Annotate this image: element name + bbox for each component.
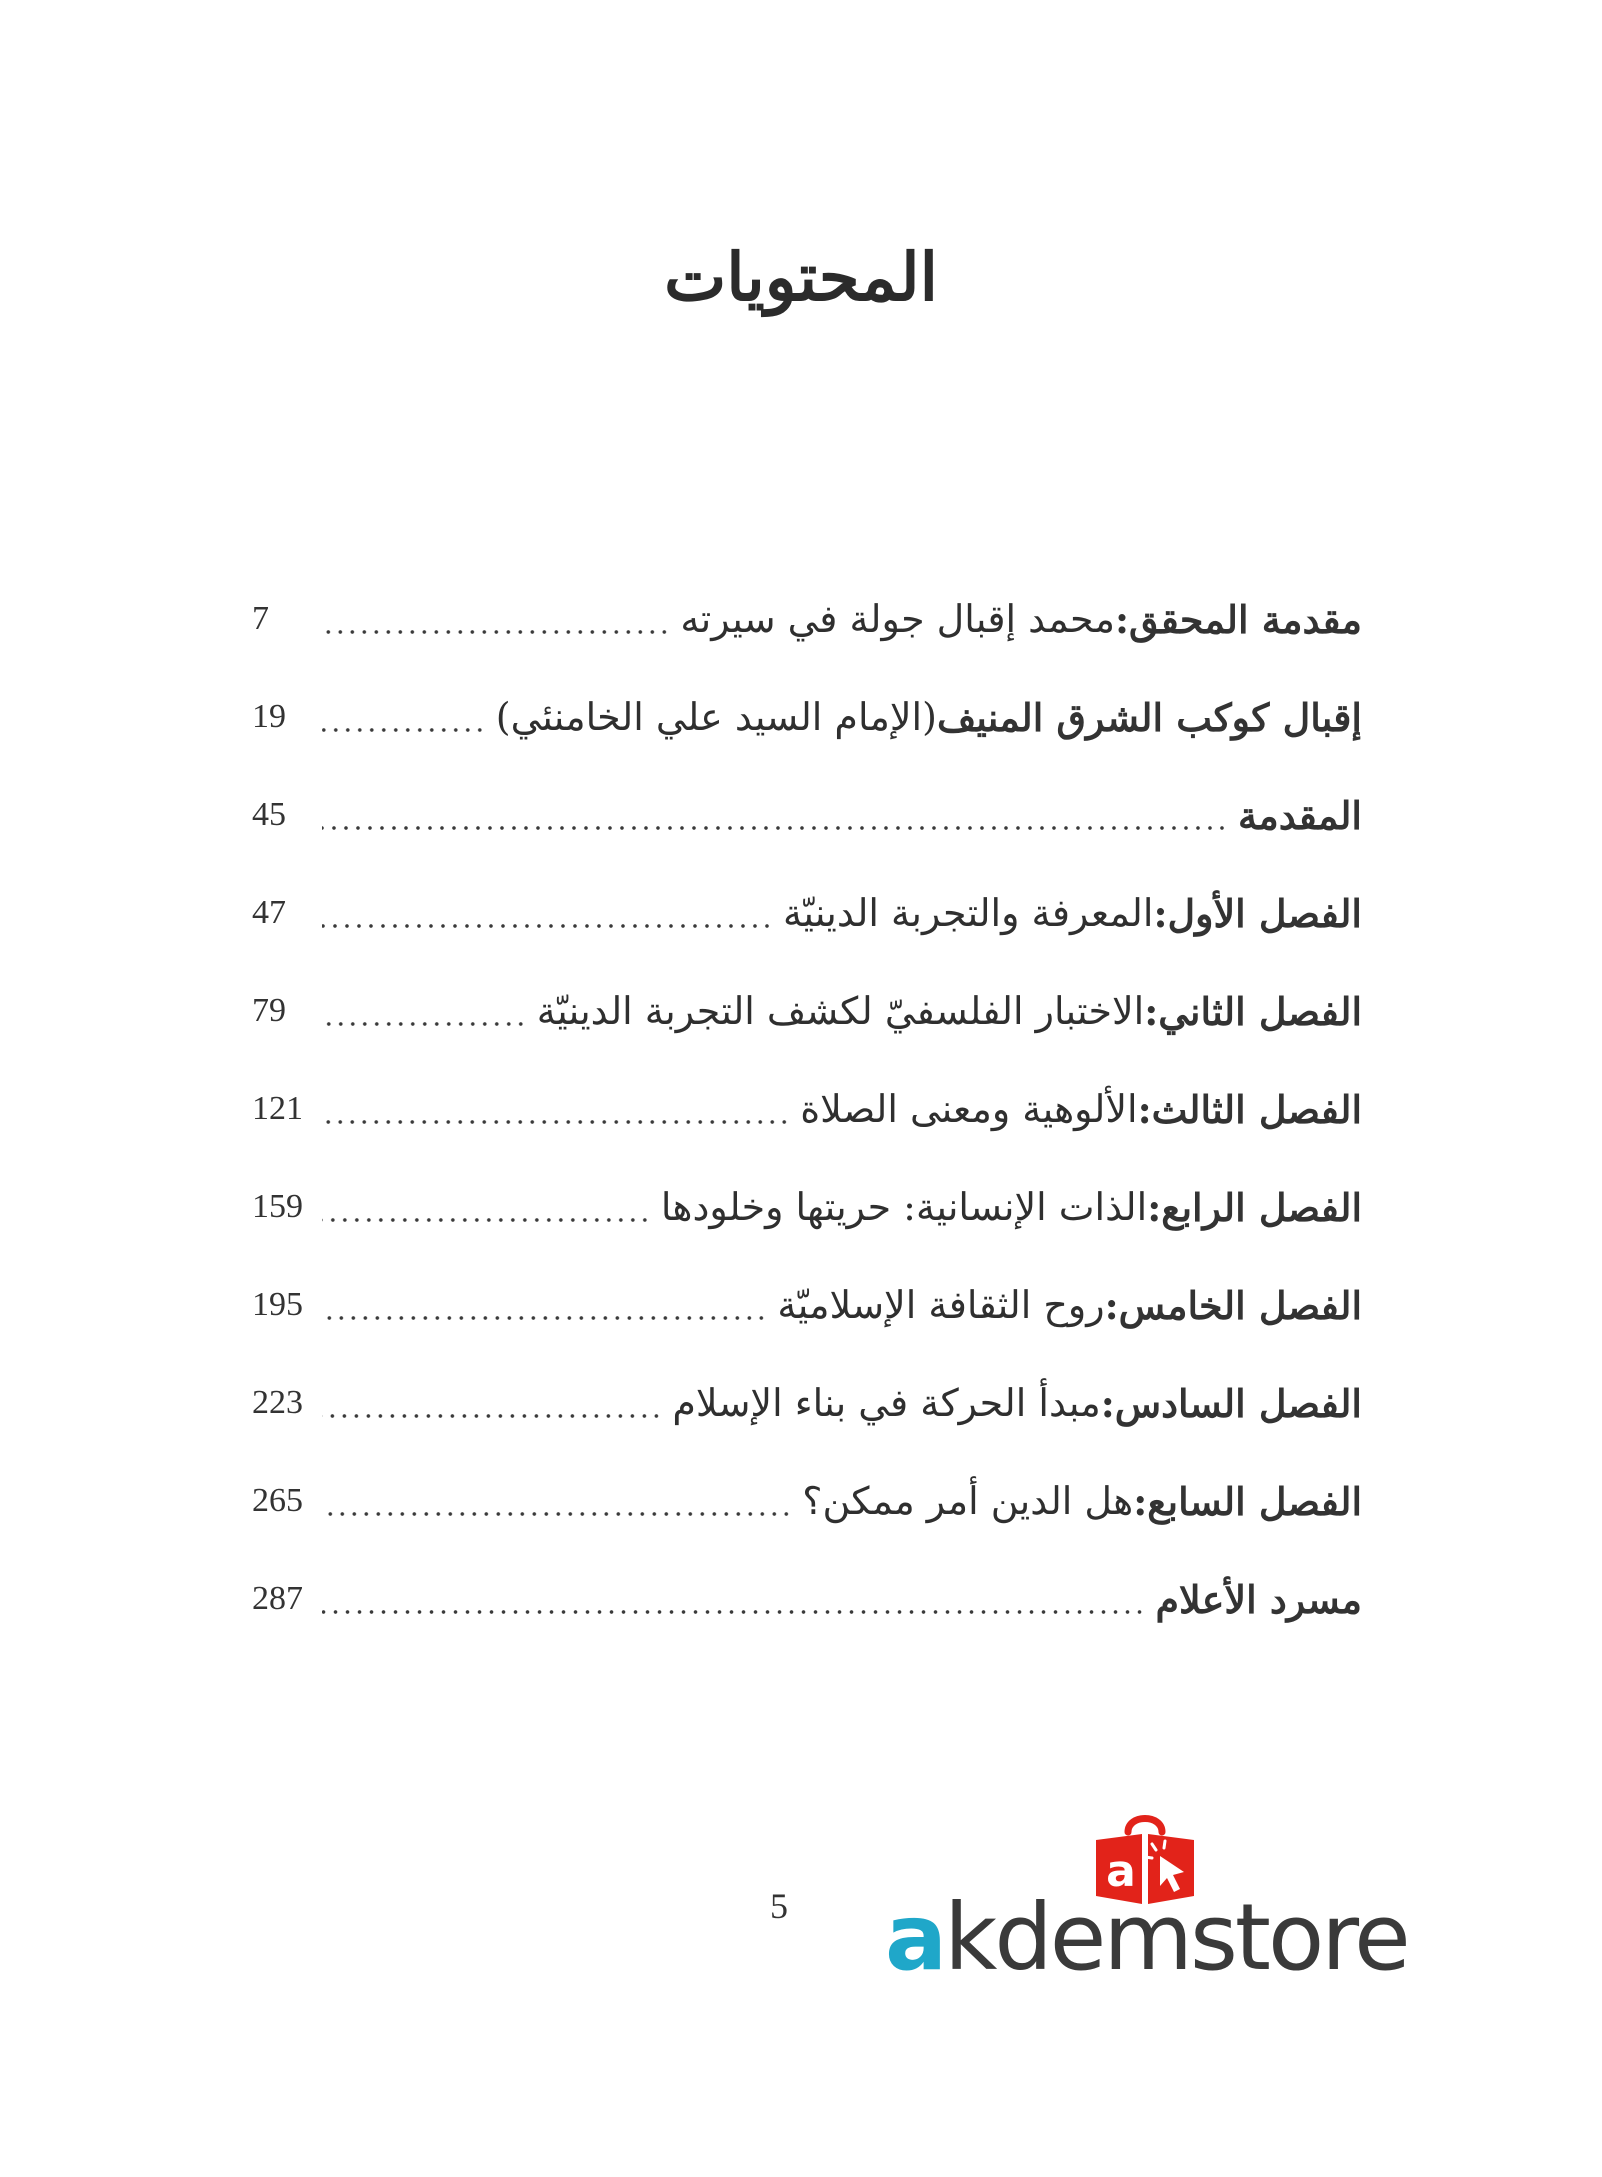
toc-entry-subtitle: الاختبار الفلسفيّ لكشف التجربة الدينيّة <box>536 988 1145 1033</box>
toc-entry-title <box>537 989 1362 1034</box>
page-number: 5 <box>770 1886 788 1926</box>
toc-entry-subtitle: مبدأ الحركة في بناء الإسلام <box>672 1380 1101 1425</box>
toc-entry-subtitle: الذات الإنسانية: حريتها وخلودها <box>660 1184 1148 1229</box>
toc-entry-subtitle: (الإمام السيد علي الخامنئي) <box>495 694 937 739</box>
toc-entry-prefix: الفصل الرابع: <box>1147 1184 1362 1230</box>
toc-entry-title <box>680 597 1362 642</box>
dot-leader <box>322 727 486 733</box>
logo-wordmark-rest: kdemstore <box>944 1884 1408 1991</box>
toc-entry-title <box>777 1283 1362 1328</box>
table-of-contents <box>252 570 1362 1648</box>
dot-leader <box>322 923 773 929</box>
page-title: المحتويات <box>664 238 938 316</box>
toc-entry-prefix: مقدمة المحقق: <box>1114 596 1362 642</box>
toc-row <box>252 1158 1362 1256</box>
dot-leader <box>322 1217 651 1223</box>
toc-entry-title <box>800 1087 1362 1132</box>
logo-wordmark <box>885 1884 1408 1991</box>
toc-page-number: 19 <box>252 698 286 735</box>
toc-row <box>252 1452 1362 1550</box>
toc-page-number: 223 <box>252 1384 303 1421</box>
toc-row <box>252 1256 1362 1354</box>
toc-entry-prefix: مسرد الأعلام <box>1155 1576 1362 1622</box>
toc-page-number: 287 <box>252 1580 303 1617</box>
toc-entry-prefix: الفصل الثالث: <box>1137 1086 1362 1132</box>
toc-entry-prefix: الفصل الثاني: <box>1144 988 1362 1034</box>
toc-entry-title <box>1156 1577 1362 1622</box>
toc-page-number: 47 <box>252 894 286 931</box>
toc-row <box>252 668 1362 766</box>
toc-entry-subtitle: روح الثقافة الإسلاميّة <box>777 1282 1105 1327</box>
toc-entry-prefix: الفصل السابع: <box>1133 1478 1362 1524</box>
toc-entry-title <box>661 1185 1362 1230</box>
toc-page-number: 121 <box>252 1090 303 1127</box>
dot-leader <box>322 1315 767 1321</box>
toc-entry-subtitle: الألوهية ومعنى الصلاة <box>800 1086 1138 1131</box>
toc-entry-title <box>1238 793 1362 838</box>
toc-row <box>252 1354 1362 1452</box>
toc-entry-prefix: إقبال كوكب الشرق المنيف <box>936 694 1362 740</box>
toc-row <box>252 962 1362 1060</box>
dot-leader <box>322 1609 1146 1615</box>
toc-row <box>252 570 1362 668</box>
toc-entry-subtitle: محمد إقبال جولة في سيرته <box>680 596 1115 641</box>
toc-entry-prefix: الفصل السادس: <box>1100 1380 1362 1426</box>
dot-leader <box>322 1511 792 1517</box>
toc-entry-subtitle: المعرفة والتجربة الدينيّة <box>782 890 1154 935</box>
logo-wordmark-accent: a <box>885 1884 945 1991</box>
toc-row <box>252 1060 1362 1158</box>
dot-leader <box>322 1413 662 1419</box>
dot-leader <box>322 825 1228 831</box>
dot-leader <box>322 629 670 635</box>
toc-page-number: 159 <box>252 1188 303 1225</box>
toc-row <box>252 766 1362 864</box>
toc-entry-prefix: المقدمة <box>1237 792 1362 838</box>
toc-entry-title <box>802 1479 1362 1524</box>
store-logo <box>885 1810 1408 2010</box>
toc-page-number: 265 <box>252 1482 303 1519</box>
toc-entry-subtitle: هل الدين أمر ممكن؟ <box>802 1478 1134 1523</box>
dot-leader <box>322 1119 790 1125</box>
toc-page-number: 79 <box>252 992 286 1029</box>
toc-page-number: 7 <box>252 600 269 637</box>
toc-row <box>252 864 1362 962</box>
toc-entry-prefix: الفصل الأول: <box>1153 890 1362 936</box>
logo-icon-letter: a <box>1106 1846 1136 1897</box>
toc-entry-title <box>783 891 1362 936</box>
toc-page-number: 195 <box>252 1286 303 1323</box>
toc-row <box>252 1550 1362 1648</box>
toc-page-number: 45 <box>252 796 286 833</box>
toc-entry-title <box>672 1381 1362 1426</box>
toc-entry-prefix: الفصل الخامس: <box>1104 1282 1362 1328</box>
toc-entry-title <box>496 695 1362 740</box>
dot-leader <box>322 1021 527 1027</box>
